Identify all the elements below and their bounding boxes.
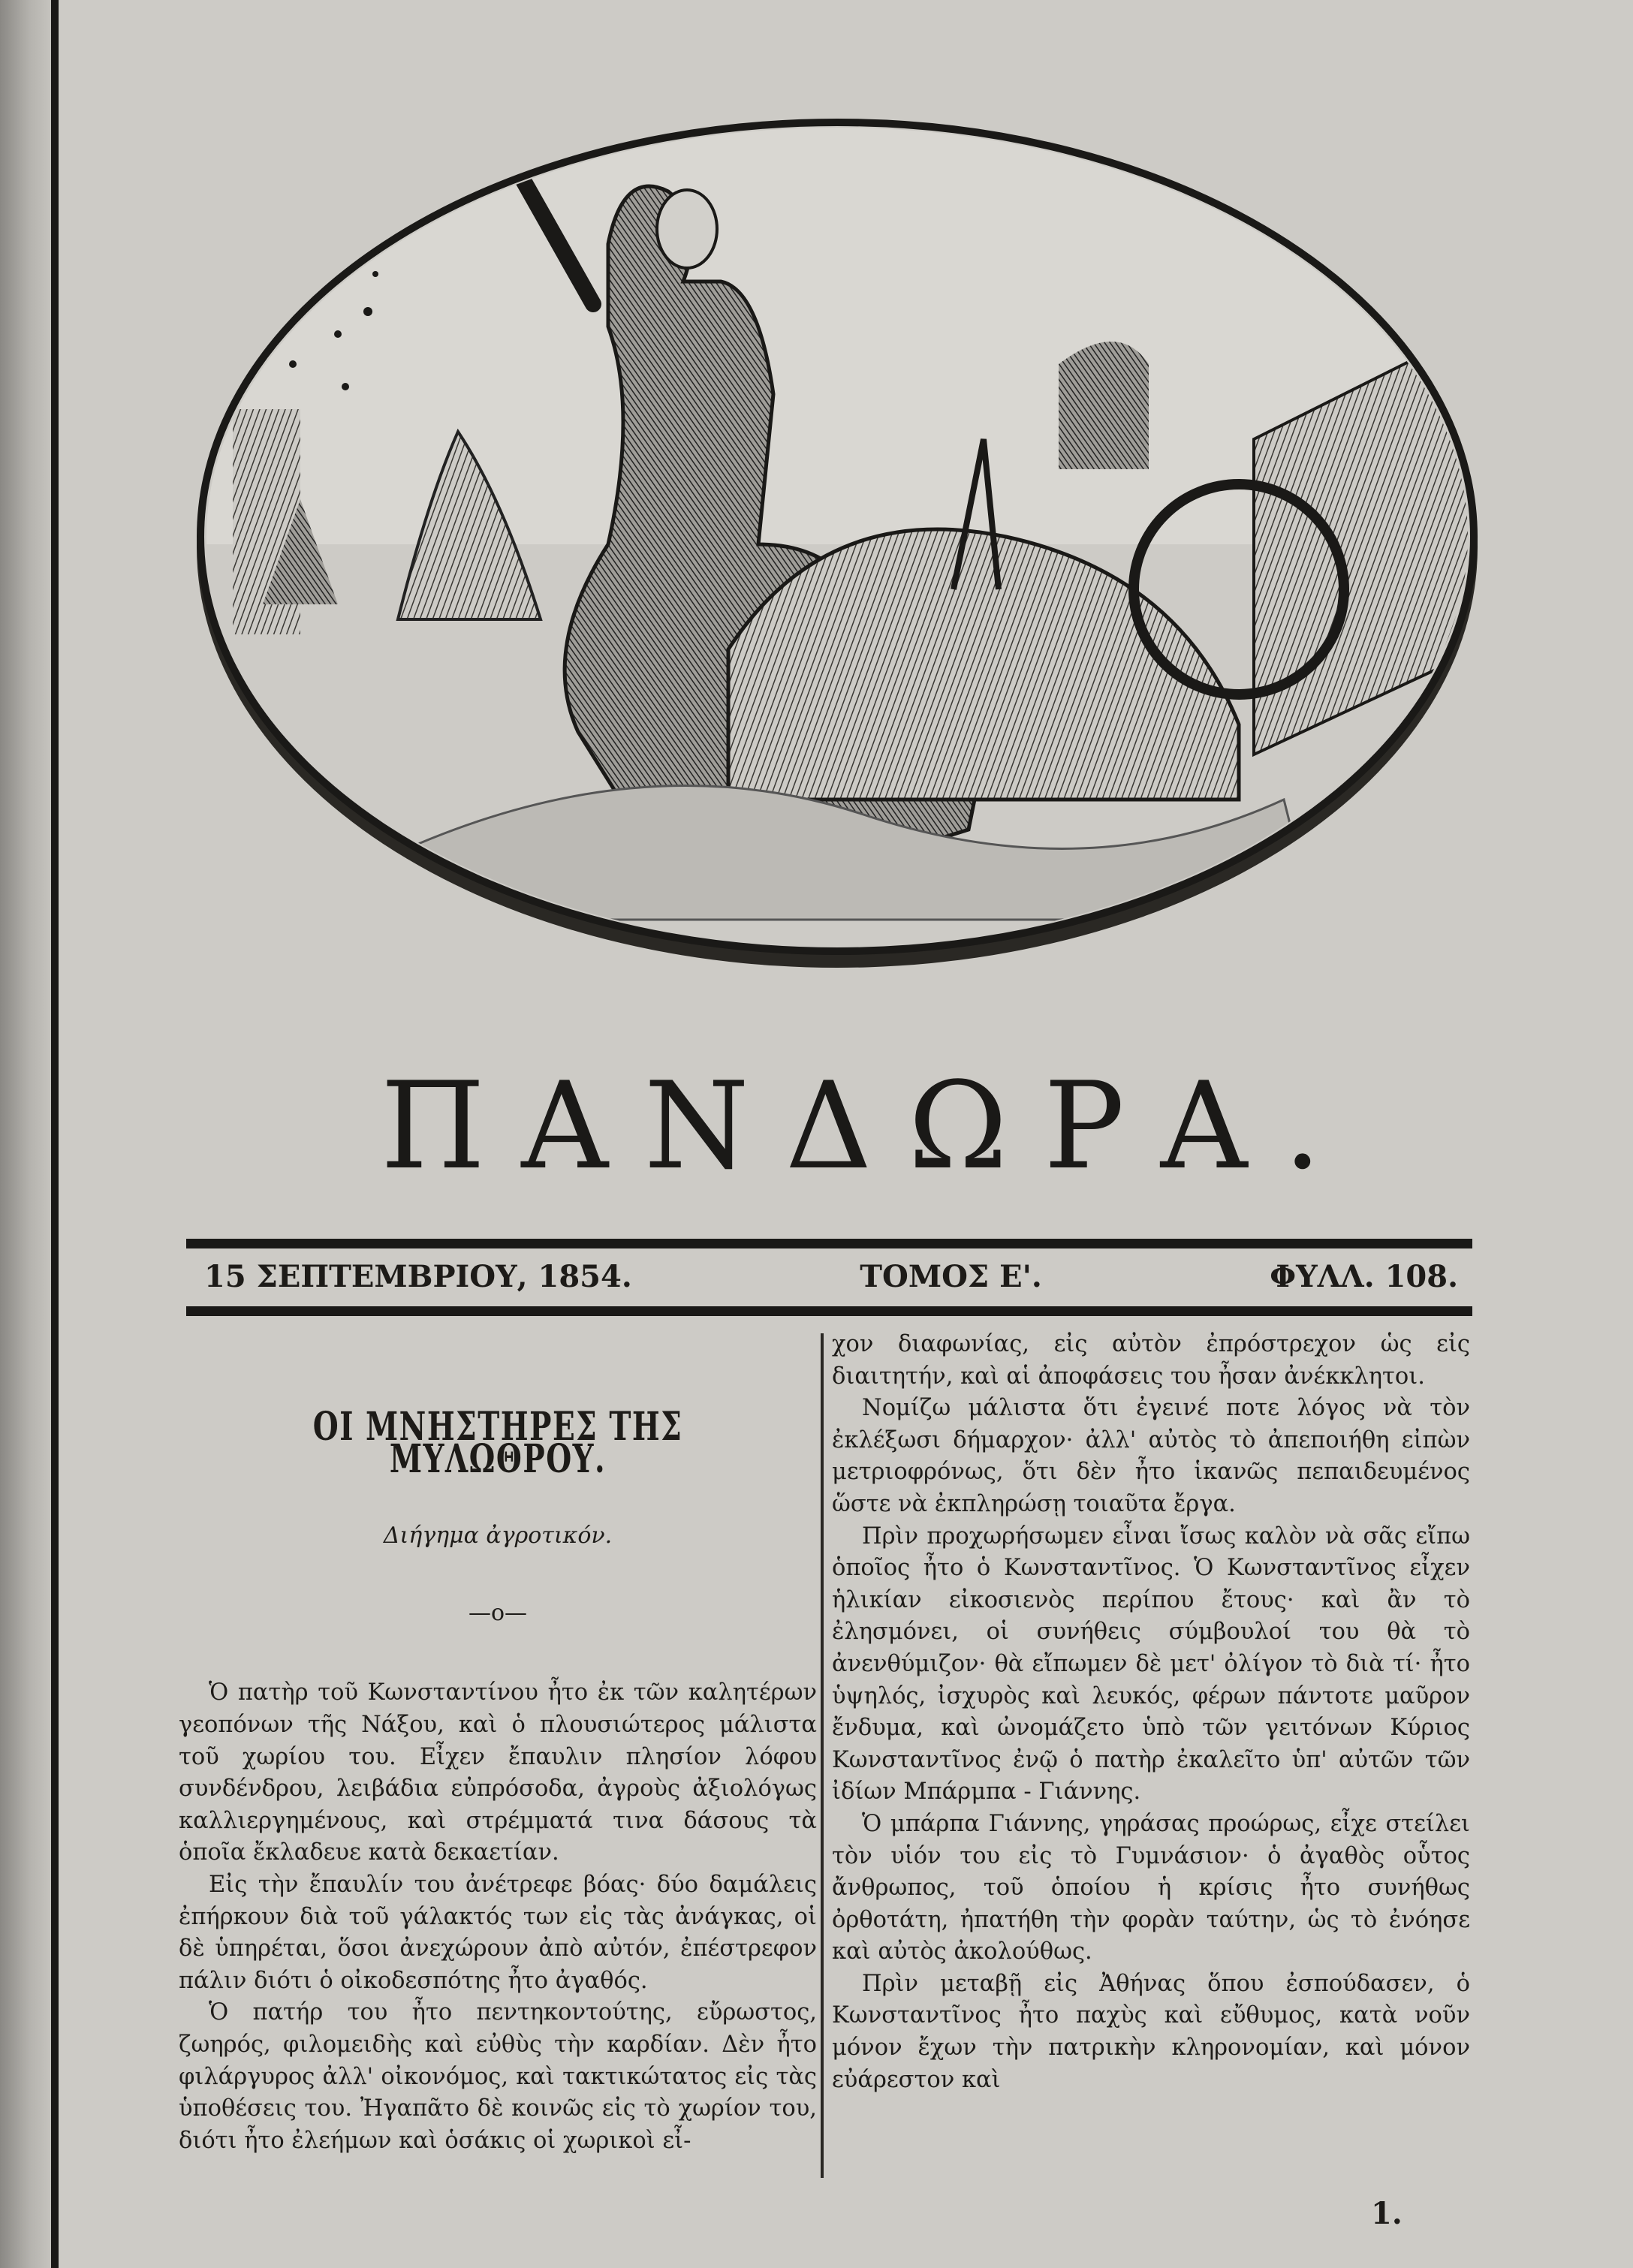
- right-column: [832, 1329, 1470, 2096]
- article-title: ΟΙ ΜΝΗΣΤΗΡΕΣ ΤΗΣ ΜΥΛΩΘΡΟΥ.: [312, 1404, 683, 1482]
- paragraph: χον διαφωνίας, εἰς αὐτὸν ἐπρόστρεχον ὡς εἰς διαιτητήν, καὶ αἱ ἀποφάσεις του ἦσαν ἀνέκκλητοι.: [832, 1331, 1470, 1390]
- header-rule-top: [186, 1239, 1472, 1248]
- paragraph: Εἰς τὴν ἔπαυλίν του ἀνέτρεφε βόας· δύο δαμάλεις ἐπήρκουν διὰ τοῦ γάλακτός των εἰς τὰς ἀνάγκας, οἱ δὲ ὑπηρέται, ὅσοι ἀνεχώρουν ἀπὸ αὐτόν, ἐπέστρεφον πάλιν διότι ὁ οἰκοδεσπότης ἦτο ἀγαθός.: [179, 1871, 817, 1994]
- article-subtitle: Διήγημα ἀγροτικόν.: [383, 1523, 613, 1550]
- paragraph: Πρὶν μεταβῇ εἰς Ἀθήνας ὅπου ἐσπούδασεν, ὁ Κωνσταντῖνος ἦτο παχὺς καὶ εὔθυμος, κατὰ νοῦν μόνον ἔχων τὴν πατρικὴν κληρονομίαν, καὶ μόνον εὐάρεστον καὶ: [832, 1970, 1470, 2093]
- column-divider: [821, 1333, 824, 2178]
- dateline: [204, 1254, 1458, 1299]
- masthead-title: ΠΑΝΔΩΡΑ.: [380, 1056, 1358, 1196]
- section-separator: —ο—: [468, 1599, 528, 1626]
- volume-number: ΤΟΜΟΣ Ε'.: [860, 1258, 1042, 1294]
- church-dome: [1059, 342, 1149, 469]
- paragraph: Ὁ μπάρπα Γιάννης, γηράσας προώρως, εἶχε στείλει τὸν υἱόν του εἰς τὸ Γυμνάσιον· ὁ ἀγαθὸς οὗτος ἄνθρωπος, τοῦ ὁποίου ἡ κρίσις ἦτο συνήθως ὀρθοτάτη, ἠπατήθη τὴν φορὰν ταύτην, ὡς τὸ ἐνόησε καὶ αὐτὸς ἀκολούθως.: [832, 1810, 1470, 1965]
- flower-bouquet: [408, 100, 524, 174]
- header-rule-bottom: [186, 1306, 1472, 1316]
- paragraph: Ὁ πατήρ του ἦτο πεντηκοντούτης, εὔρωστος, ζωηρός, φιλομειδὴς καὶ εὐθὺς τὴν καρδίαν. Δὲν ἦτο φιλάργυρος ἀλλ' οἰκονόμος, καὶ τακτικώτατος εἰς τὰς ὑποθέσεις του. Ἠγαπᾶτο δὲ κοινῶς εἰς τὸ χωρίον του, διότι ἦτο ἐλεήμων καὶ ὁσάκις οἱ χωρικοὶ εἶ-: [179, 1999, 817, 2154]
- allegorical-engraving: [188, 79, 1487, 998]
- paragraph: Πρὶν προχωρήσωμεν εἶναι ἴσως καλὸν νὰ σᾶς εἴπω ὁποῖος ἦτο ὁ Κωνσταντῖνος. Ὁ Κωνσταντῖνος εἶχεν ἡλικίαν εἰκοσιενὸς περίπου ἔτους· καὶ ἂν τὸ ἐλησμόνει, οἱ συνήθεις σύμβουλοί του θὰ τὸ ἀνενθύμιζον· θὰ εἴπωμεν δὲ μετ' ὀλίγον τὸ διὰ τί· ἦτο ὑψηλός, ἰσχυρὸς καὶ λευκός, φέρων πάντοτε μαῦρον ἔνδυμα, καὶ ὠνομάζετο ὑπὸ τῶν γειτόνων Κύριος Κωνσταντῖνος ἐνῷ ὁ πατὴρ ἐκαλεῖτο ὑπ' αὐτῶν τῶν ἰδίων Μπάρμπα - Γιάννης.: [832, 1523, 1470, 1806]
- issue-date: 15 ΣΕΠΤΕΜΒΡΙΟΥ, 1854.: [204, 1258, 632, 1294]
- paragraph: Νομίζω μάλιστα ὅτι ἐγεινέ ποτε λόγος νὰ τὸν ἐκλέξωσι δήμαρχον· ἀλλ' αὐτὸς τὸ ἀπεποιήθη εἰπὼν μετριοφρόνως, ὅτι δὲν ἦτο ἱκανῶς πεπαιδευμένος ὥστε νὰ ἐκπληρώσῃ τοιαῦτα ἔργα.: [832, 1395, 1470, 1517]
- issue-number: ΦΥΛΛ. 108.: [1270, 1258, 1458, 1294]
- page-number: 1.: [1371, 2196, 1403, 2231]
- goddess-face: [657, 190, 717, 268]
- paragraph: Ὁ πατὴρ τοῦ Κωνσταντίνου ἦτο ἐκ τῶν καλητέρων γεοπόνων τῆς Νάξου, καὶ ὁ πλουσιώτερος μάλιστα τοῦ χωρίου του. Εἶχεν ἔπαυλιν πλησίον λόφου συνδένδρου, λειβάδια εὐπρόσοδα, ἀγροὺς ἀξιολόγως καλλιεργημένους, καὶ στρέμματά τινα δάσους τὰ ὁποῖα ἔκλαδευε κατὰ δεκαετίαν.: [179, 1679, 817, 1866]
- left-column: [179, 1329, 817, 2157]
